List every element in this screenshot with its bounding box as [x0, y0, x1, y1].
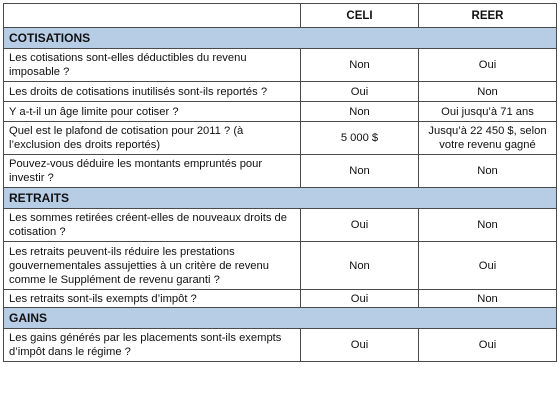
table-row	[4, 209, 557, 242]
celi-answer: Oui	[301, 290, 419, 308]
celi-answer: Oui	[301, 82, 419, 102]
question-cell: Les droits de cotisations inutilisés sont-ils reportés ?	[4, 82, 301, 102]
section-header-retraits	[4, 188, 557, 209]
celi-answer: Non	[301, 102, 419, 122]
question-cell: Les sommes retirées créent-elles de nouveaux droits de cotisation ?	[4, 209, 301, 242]
reer-answer: Oui jusqu’à 71 ans	[419, 102, 557, 122]
celi-answer: Oui	[301, 329, 419, 362]
table-row	[4, 290, 557, 308]
question-cell: Les gains générés par les placements sont-ils exempts d’impôt dans le régime ?	[4, 329, 301, 362]
section-title: GAINS	[4, 308, 557, 329]
question-cell: Y a-t-il un âge limite pour cotiser ?	[4, 102, 301, 122]
section-title: COTISATIONS	[4, 28, 557, 49]
header-celi: CELI	[301, 4, 419, 28]
celi-answer: Oui	[301, 209, 419, 242]
reer-answer: Non	[419, 209, 557, 242]
celi-answer: 5 000 $	[301, 122, 419, 155]
question-cell: Les retraits peuvent-ils réduire les prestations gouvernementales assujetties à un critère de revenu comme le Supplément de revenu garanti ?	[4, 242, 301, 290]
section-title: RETRAITS	[4, 188, 557, 209]
question-cell: Pouvez-vous déduire les montants empruntés pour investir ?	[4, 155, 301, 188]
reer-answer: Oui	[419, 329, 557, 362]
table-row	[4, 155, 557, 188]
table-header-row	[4, 4, 557, 28]
table-row	[4, 329, 557, 362]
header-reer: REER	[419, 4, 557, 28]
section-header-cotisations	[4, 28, 557, 49]
celi-reer-comparison-table	[3, 3, 557, 362]
header-question	[4, 4, 301, 28]
question-cell: Les retraits sont-ils exempts d’impôt ?	[4, 290, 301, 308]
celi-answer: Non	[301, 155, 419, 188]
reer-answer: Non	[419, 155, 557, 188]
reer-answer: Jusqu’à 22 450 $, selon votre revenu gagné	[419, 122, 557, 155]
celi-answer: Non	[301, 49, 419, 82]
table-row	[4, 102, 557, 122]
reer-answer: Oui	[419, 242, 557, 290]
table-row	[4, 242, 557, 290]
reer-answer: Non	[419, 82, 557, 102]
question-cell: Quel est le plafond de cotisation pour 2011 ? (à l’exclusion des droits reportés)	[4, 122, 301, 155]
reer-answer: Oui	[419, 49, 557, 82]
table-row	[4, 49, 557, 82]
table-row	[4, 82, 557, 102]
reer-answer: Non	[419, 290, 557, 308]
comparison-table-container	[3, 3, 557, 362]
celi-answer: Non	[301, 242, 419, 290]
table-row	[4, 122, 557, 155]
question-cell: Les cotisations sont-elles déductibles du revenu imposable ?	[4, 49, 301, 82]
section-header-gains	[4, 308, 557, 329]
